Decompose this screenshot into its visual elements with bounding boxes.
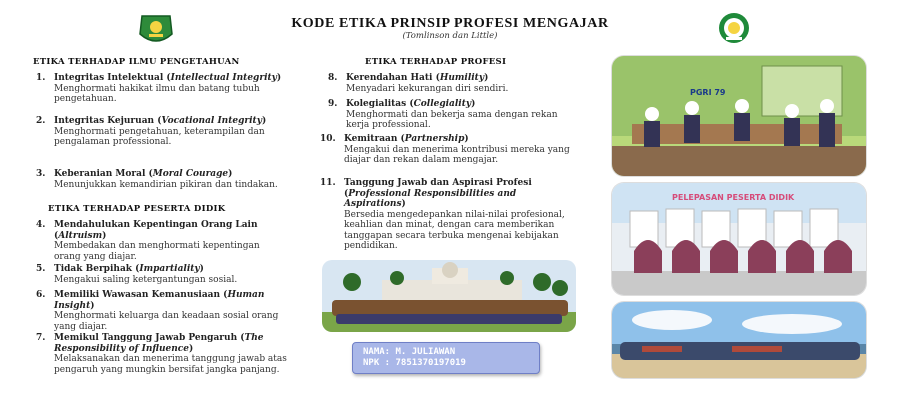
page-subtitle: (Tomlinson dan Little) (402, 31, 498, 41)
item-number: 1. (36, 73, 46, 83)
right-logo (714, 12, 754, 48)
list-item: 5. Tidak Berpihak (Impartiality) Mengakui saling ketergantungan sosial. (36, 264, 238, 285)
identity-box (352, 342, 540, 374)
meeting-photo (612, 56, 866, 176)
npk-line: NPK : 7851370197019 (363, 358, 466, 368)
list-item: 1. Integritas Intelektual (Intellectual Integrity) Menghormati hakikat ilmu dan batang tubuh pengetahuan. (36, 73, 282, 104)
section-heading-profesi: ETIKA TERHADAP PROFESI (365, 57, 507, 67)
list-item: 7. Memikul Tanggung Jawab Pengaruh (The Responsibility of Influence) Melaksanakan dan menerima tanggung jawab atas pengaruh yang mungkin bersifat jangka panjang. (36, 333, 287, 375)
section-heading-didik: ETIKA TERHADAP PESERTA DIDIK (48, 204, 226, 214)
pgri-banner: PGRI 79 (690, 88, 726, 97)
list-item: 3. Keberanian Moral (Moral Courage) Menunjukkan kemandirian pikiran dan tindakan. (36, 169, 278, 190)
name-line: NAMA: M. JULIAWAN (363, 347, 456, 357)
list-item: 4. Mendahulukan Kepentingan Orang Lain (Altruism) Membedakan dan menghormati kepentingan orang yang diajar. (36, 220, 260, 262)
section-heading-ilmu: ETIKA TERHADAP ILMU PENGETAHUAN (33, 57, 240, 67)
list-item: 9. Kolegialitas (Collegiality) Menghormati dan bekerja sama dengan rekan kerja professional. (328, 99, 558, 130)
list-item: 6. Memiliki Wawasan Kemanusiaan (Human Insight) Menghormati keluarga dan keadaan sosial orang yang diajar. (36, 290, 279, 332)
campus-photo (322, 260, 576, 332)
list-item: 11. Tanggung Jawab dan Aspirasi Profesi (Professional Responsibilities and Aspirations) Bersedia mengedepankan nilai-nilai profesional, keahlian dan minat, dengan cara memberikan tanggapan secara terbuka mengenai kebijakan pendidikan. (320, 178, 565, 251)
list-item: 8. Kerendahan Hati (Humility) Menyadari kekurangan diri sendiri. (328, 73, 509, 94)
graduation-photo (612, 183, 866, 295)
page-title: KODE ETIKA PRINSIP PROFESI MENGAJAR (291, 16, 609, 31)
list-item: 10. Kemitraan (Partnership) Mengakui dan menerima kontribusi mereka yang diajar dan rekan dalam mengajar. (320, 134, 570, 165)
pelepasan-banner: PELEPASAN PESERTA DIDIK (672, 193, 795, 202)
beach-photo (612, 302, 866, 378)
list-item: 2. Integritas Kejuruan (Vocational Integrity) Menghormati pengetahuan, keterampilan dan pengalaman professional. (36, 116, 267, 147)
